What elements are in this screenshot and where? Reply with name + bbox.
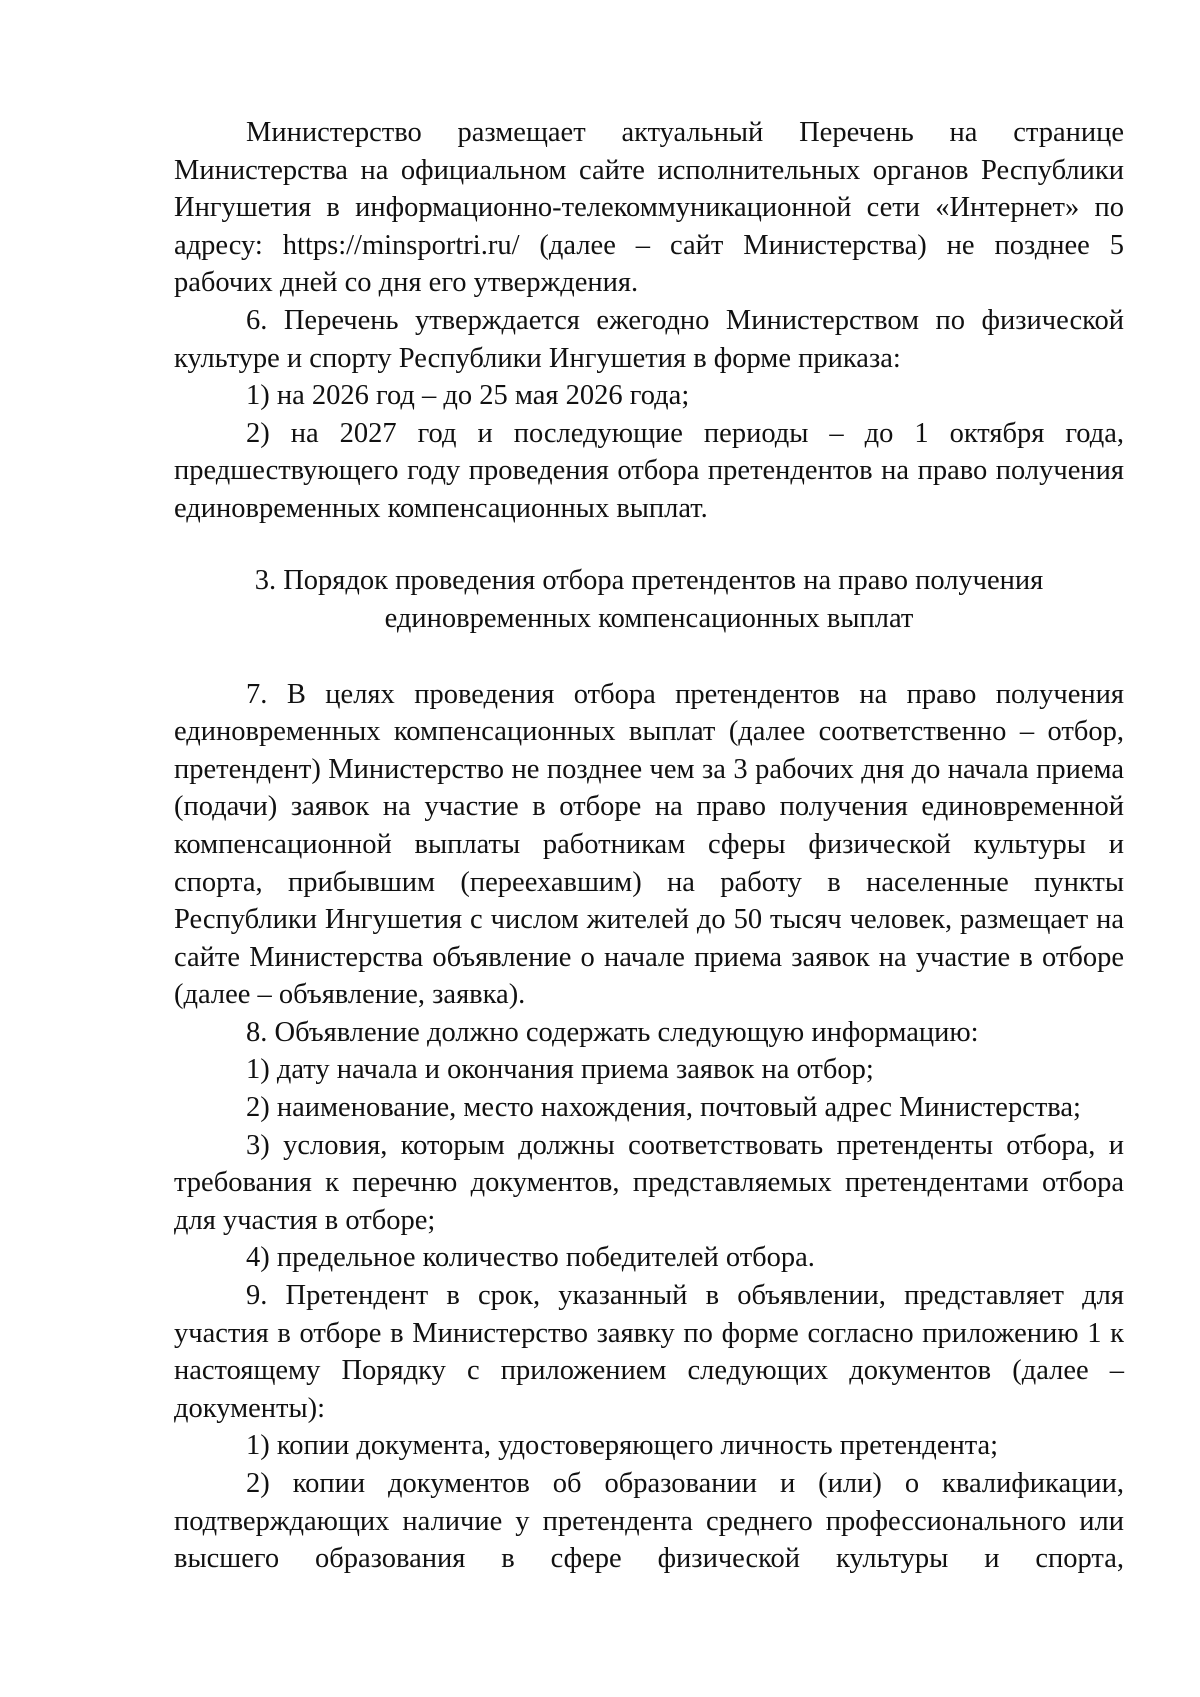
section-heading-3: [174, 562, 1124, 638]
paragraph-6-list-approval: 6. Перечень утверждается ежегодно Министерством по физической культуре и спорту Республики Ингушетия в форме приказа:: [174, 304, 1124, 374]
document-body: [174, 114, 1124, 1578]
paragraph-6-item-2: 2) на 2027 год и последующие периоды – до 1 октября года, предшествующего году проведения отбора претендентов на право получения единовременных компенсационных выплат.: [174, 417, 1124, 524]
paragraph-8-announcement-contents: 8. Объявление должно содержать следующую информацию:: [246, 1016, 979, 1048]
spacer: [174, 638, 1124, 676]
section-heading-line-2: единовременных компенсационных выплат: [384, 602, 914, 634]
paragraph-6-item-1: 1) на 2026 год – до 25 мая 2026 года;: [246, 380, 690, 412]
paragraph-9-item-2: 2) копии документов об образовании и (или) о квалификации, подтверждающих наличие у претендента среднего профессионального или высшего образования в сфере физической культуры и спорта,: [174, 1468, 1124, 1575]
paragraph-9-application: 9. Претендент в срок, указанный в объявлении, представляет для участия в отборе в Министерство заявку по форме согласно приложению 1 к настоящему Порядку с приложением следующих документов (далее – документы):: [174, 1280, 1124, 1424]
section-heading-line-1: 3. Порядок проведения отбора претендентов на право получения: [254, 564, 1044, 596]
paragraph-7-selection-announcement: 7. В целях проведения отбора претендентов на право получения единовременных компенсационных выплат (далее соответственно – отбор, претендент) Министерство не позднее чем за 3 рабочих дня до начала приема (подачи) заявок на участие в отборе на право получения единовременной компенсационной выплаты работникам сферы физической культуры и спорта, прибывшим (переехавшим) на работу в населенные пункты Республики Ингушетия с числом жителей до 50 тысяч человек, размещает на сайте Министерства объявление о начале приема заявок на участие в отборе (далее – объявление, заявка).: [174, 678, 1124, 1011]
spacer: [174, 528, 1124, 562]
paragraph-9-item-1: 1) копии документа, удостоверяющего личность претендента;: [246, 1430, 999, 1462]
paragraph-8-item-4: 4) предельное количество победителей отбора.: [246, 1242, 815, 1274]
paragraph-8-item-1: 1) дату начала и окончания приема заявок на отбор;: [246, 1054, 874, 1086]
paragraph-8-item-3: 3) условия, которым должны соответствовать претенденты отбора, и требования к перечню документов, представляемых претендентами отбора для участия в отборе;: [174, 1129, 1124, 1236]
paragraph-8-item-2: 2) наименование, место нахождения, почтовый адрес Министерства;: [246, 1092, 1081, 1124]
paragraph-ministry-publishes-list: Министерство размещает актуальный Перечень на странице Министерства на официальном сайте исполнительных органов Республики Ингушетия в информационно-телекоммуникационной сети «Интернет» по адресу: https://minsportri.ru/ (далее – сайт Министерства) не позднее 5 рабочих дней со дня его утверждения.: [174, 117, 1124, 299]
